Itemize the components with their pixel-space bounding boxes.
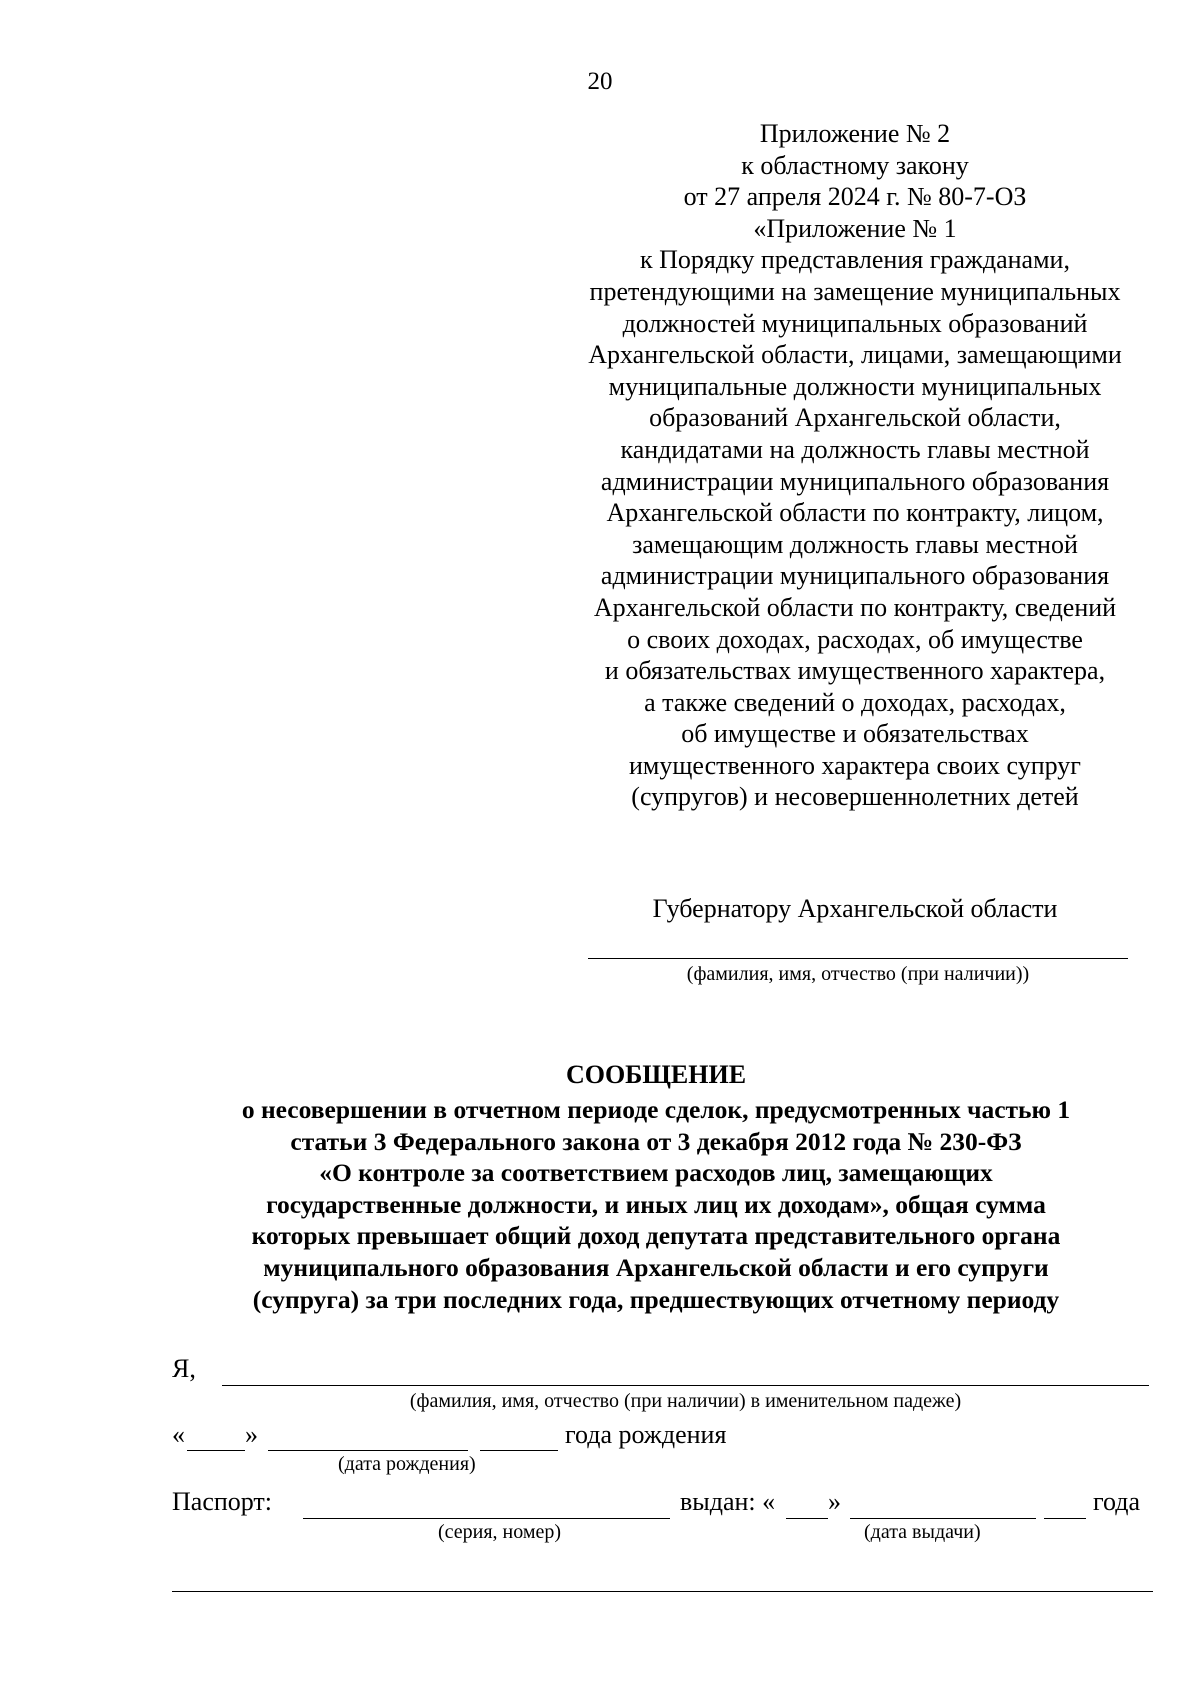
addressee-name-hint: (фамилия, имя, отчество (при наличии))	[686, 963, 1030, 985]
appendix-line: имущественного характера своих супруг	[629, 750, 1081, 780]
subtitle-line: «О контроле за соответствием расходов лиц, замещающих	[319, 1158, 993, 1188]
subtitle-line: государственные должности, и иных лиц их доходам», общая сумма	[266, 1189, 1046, 1219]
appendix-line: об имуществе и обязательствах	[681, 719, 1029, 749]
subtitle-line: о несовершении в отчетном периоде сделок, предусмотренных частью 1	[241, 1095, 1071, 1124]
full-name-hint: (фамилия, имя, отчество (при наличии) в именительном падеже)	[409, 1390, 962, 1412]
issue-month-field[interactable]	[850, 1518, 1036, 1519]
issue-year-field[interactable]	[1044, 1518, 1086, 1519]
appendix-line: должностей муниципальных образований	[622, 308, 1088, 338]
appendix-line: Архангельской области по контракту, сведений	[593, 592, 1117, 622]
message-subtitle	[150, 1094, 1162, 1315]
issue-close-quote: »	[828, 1487, 841, 1516]
subtitle-line: муниципального образования Архангельской области и его супруги	[263, 1252, 1049, 1282]
appendix-line: претендующими на замещение муниципальных	[589, 276, 1121, 306]
issue-year-suffix: года	[1093, 1487, 1141, 1516]
appendix-line: Приложение № 2	[759, 119, 951, 148]
appendix-line: образований Архангельской области,	[649, 403, 1061, 433]
issue-day-field[interactable]	[786, 1518, 828, 1519]
appendix-line: к Порядку представления гражданами,	[640, 245, 1070, 275]
passport-number-hint: (серия, номер)	[438, 1521, 562, 1543]
appendix-line: администрации муниципального образования	[600, 466, 1110, 496]
appendix-line: муниципальные должности муниципальных	[608, 371, 1102, 401]
issued-by-field[interactable]	[172, 1591, 1153, 1592]
addressee: Губернатору Архангельской области	[652, 894, 1058, 923]
addressee-name-field[interactable]	[588, 958, 1128, 959]
appendix-line: кандидатами на должность главы местной	[620, 434, 1090, 464]
subtitle-line: которых превышает общий доход депутата представительного органа	[251, 1221, 1061, 1251]
i-label: Я,	[172, 1354, 196, 1383]
appendix-line: замещающим должность главы местной	[632, 529, 1078, 559]
appendix-line: и обязательствах имущественного характера,	[604, 656, 1106, 686]
appendix-line: а также сведений о доходах, расходах,	[644, 687, 1066, 717]
passport-number-field[interactable]	[303, 1518, 670, 1519]
appendix-line: о своих доходах, расходах, об имуществе	[627, 624, 1083, 654]
appendix-line: «Приложение № 1	[753, 213, 957, 243]
issued-label: выдан: «	[680, 1487, 776, 1516]
subtitle-line: статьи 3 Федерального закона от 3 декабря 2012 года № 230-ФЗ	[290, 1126, 1022, 1156]
birth-open-quote: «	[172, 1420, 185, 1449]
issue-date-hint: (дата выдачи)	[864, 1521, 981, 1543]
subtitle-line: (супруга) за три последних года, предшествующих отчетному периоду	[252, 1284, 1060, 1314]
birth-month-field[interactable]	[268, 1450, 468, 1451]
birth-suffix: года рождения	[565, 1420, 727, 1449]
passport-label: Паспорт:	[172, 1487, 273, 1516]
birth-date-hint: (дата рождения)	[338, 1453, 476, 1475]
birth-close-quote: »	[245, 1420, 258, 1449]
birth-day-field[interactable]	[187, 1450, 245, 1451]
page-number: 20	[587, 68, 613, 95]
appendix-line: (супругов) и несовершеннолетних детей	[631, 782, 1079, 812]
appendix-header	[555, 118, 1155, 813]
appendix-line: Архангельской области по контракту, лицом,	[606, 498, 1104, 528]
birth-year-field[interactable]	[480, 1450, 558, 1451]
message-title: СООБЩЕНИЕ	[565, 1060, 747, 1089]
appendix-line: от 27 апреля 2024 г. № 80-7-ОЗ	[683, 182, 1027, 212]
appendix-line: администрации муниципального образования	[600, 561, 1110, 591]
appendix-line: Архангельской области, лицами, замещающими	[588, 340, 1122, 370]
appendix-line: к областному закону	[741, 150, 969, 180]
full-name-field[interactable]	[222, 1385, 1149, 1386]
